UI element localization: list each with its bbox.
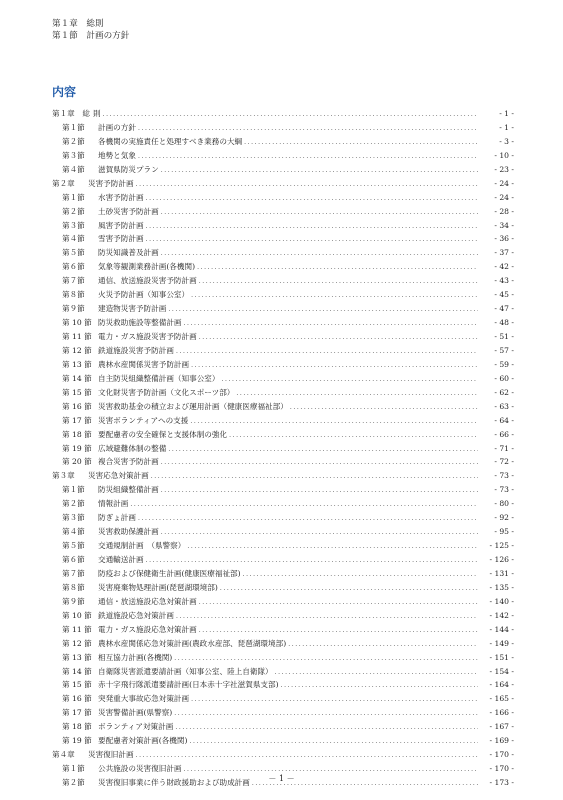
- toc-entry-title: 災害廃棄物処理計画(琵琶湖環境部): [98, 582, 218, 592]
- dot-leader: [149, 470, 478, 484]
- toc-entry-number: 第８節: [62, 290, 85, 300]
- toc-entry-page: - 164 -: [489, 680, 514, 690]
- toc-section-entry[interactable]: [52, 246, 514, 260]
- toc-entry-page: - 140 -: [489, 596, 514, 606]
- toc-section-entry[interactable]: [52, 163, 514, 177]
- dot-leader: [197, 624, 478, 638]
- toc-entry-page: - 28 -: [494, 206, 514, 216]
- toc-entry-number: 第 15 節: [62, 387, 92, 397]
- toc-section-entry[interactable]: [52, 734, 514, 748]
- toc-entry-title: 公共施設の災害復旧計画: [98, 764, 182, 774]
- page-number: － 1 －: [268, 774, 295, 783]
- toc-entry-number: 第 15 節: [62, 680, 92, 690]
- toc-entry-number: 第 11 節: [62, 332, 92, 341]
- dot-leader: [134, 178, 478, 192]
- dot-leader: [174, 345, 478, 359]
- toc-entry-title: 交通輸送計画: [98, 555, 144, 564]
- toc-entry-number: 第 18 節: [62, 429, 92, 439]
- toc-entry-page: - 3 -: [499, 136, 514, 146]
- toc-entry-page: - 48 -: [494, 318, 514, 328]
- dot-leader: [159, 247, 478, 261]
- dot-leader: [273, 666, 478, 680]
- toc-entry-page: - 66 -: [494, 429, 514, 439]
- toc-entry-page: - 165 -: [489, 694, 514, 704]
- toc-section-entry[interactable]: [52, 539, 514, 553]
- toc-entry-title: 電力・ガス施設応急対策計画: [98, 624, 197, 634]
- toc-entry-number: 第７節: [62, 568, 85, 578]
- toc-entry-page: - 144 -: [489, 624, 514, 634]
- toc-entry-page: - 42 -: [494, 262, 514, 272]
- toc-section-entry[interactable]: [52, 330, 514, 344]
- toc-entry-number: 第 16 節: [62, 694, 92, 704]
- toc-entry-number: 第１節: [62, 192, 85, 202]
- toc-entry-number: 第３節: [62, 150, 85, 160]
- toc-entry-title: 通信・放送施設応急対策計画: [98, 596, 197, 606]
- dot-leader: [159, 484, 478, 498]
- toc-entry-page: - 10 -: [494, 150, 514, 160]
- dot-leader: [136, 122, 478, 136]
- toc-entry-number: 第１章 総: [52, 109, 90, 118]
- toc-entry-number: 第４節: [62, 234, 85, 244]
- toc-entry-title: 災害応急対策計画: [88, 471, 149, 481]
- toc-entry-page: - 59 -: [494, 359, 514, 369]
- toc-entry-page: - 125 -: [489, 541, 514, 551]
- toc-entry-number: 第 20 節: [62, 457, 92, 467]
- toc-entry-title: 火災予防計画（知事公室）: [98, 290, 190, 300]
- toc-entry-title: 通信、放送施設災害予防計画: [98, 276, 197, 286]
- toc-entry-title: 防疫および保健衛生計画(健康医療福祉部): [98, 568, 241, 578]
- toc-entry-page: - 45 -: [494, 290, 514, 300]
- toc-entry-page: - 63 -: [494, 401, 514, 411]
- toc-entry-number: 第 11 節: [62, 624, 92, 634]
- toc-entry-number: 第 19 節: [62, 736, 92, 746]
- toc-section-entry[interactable]: [52, 525, 514, 539]
- toc-section-entry[interactable]: [52, 428, 514, 442]
- toc-entry-page: - 149 -: [489, 638, 514, 648]
- toc-entry-page: - 131 -: [489, 568, 514, 578]
- toc-entry-number: 第３節: [62, 220, 85, 230]
- toc-entry-title: 広域避難体制の整備: [98, 443, 167, 453]
- dot-leader: [166, 443, 478, 457]
- toc-section-entry[interactable]: [52, 386, 514, 400]
- toc-entry-page: - 36 -: [494, 234, 514, 244]
- toc-section-entry[interactable]: [52, 567, 514, 581]
- toc-entry-page: - 170 -: [489, 764, 514, 774]
- toc-entry-page: - 62 -: [494, 387, 514, 397]
- toc-entry-number: 第 18 節: [62, 722, 92, 732]
- dot-leader: [101, 108, 478, 122]
- toc-entry-title: 災害予防計画: [88, 178, 134, 188]
- dot-leader: [136, 512, 478, 526]
- toc-entry-number: 第４節: [62, 164, 85, 174]
- toc-chapter-entry[interactable]: [52, 107, 514, 121]
- toc-section-entry[interactable]: [52, 400, 514, 414]
- toc-entry-page: - 154 -: [489, 666, 514, 676]
- toc-entry-page: - 24 -: [494, 192, 514, 202]
- toc-entry-number: 第６節: [62, 555, 85, 564]
- toc-entry-page: - 167 -: [489, 722, 514, 732]
- dot-leader: [174, 610, 478, 624]
- toc-entry-page: - 34 -: [494, 220, 514, 230]
- toc-entry-title: 要配慮者対策計画(各機関): [98, 736, 188, 746]
- toc-entry-number: 第６節: [62, 262, 85, 272]
- toc-section-entry[interactable]: [52, 344, 514, 358]
- toc-entry-page: - 37 -: [494, 248, 514, 258]
- dot-leader: [144, 192, 478, 206]
- toc-section-entry[interactable]: [52, 678, 514, 692]
- toc-entry-title: 災害復旧事業に伴う財政援助および助成計画: [98, 778, 250, 787]
- toc-section-entry[interactable]: [52, 372, 514, 386]
- toc-section-entry[interactable]: [52, 414, 514, 428]
- toc-entry-page: - 71 -: [494, 443, 514, 453]
- toc-entry-number: 第 14 節: [62, 666, 92, 676]
- toc-entry-title: 複合災害予防計画: [98, 457, 159, 467]
- toc-section-entry[interactable]: [52, 219, 514, 233]
- toc-entry-page: - 170 -: [489, 750, 514, 760]
- toc-entry-title: 電力・ガス施設災害予防計画: [98, 332, 197, 341]
- toc-entry-title: 農林水産関係災害予防計画: [98, 359, 190, 369]
- dot-leader: [227, 429, 478, 443]
- toc-entry-title: 農林水産関係応急対策計画(農政水産部、琵琶湖環境部): [98, 638, 287, 648]
- toc-entry-number: 第 10 節: [62, 610, 92, 620]
- toc-entry-title: 鉄道施設災害予防計画: [98, 345, 174, 355]
- table-of-contents: [52, 107, 514, 790]
- toc-section-entry[interactable]: [52, 302, 514, 316]
- toc-entry-number: 第２節: [62, 778, 85, 787]
- dot-leader: [172, 707, 478, 721]
- toc-entry-title: 防災組織整備計画: [98, 485, 159, 495]
- toc-entry-title: 各機関の実施責任と処理すべき業務の大綱: [98, 136, 243, 146]
- dot-leader: [288, 401, 478, 415]
- toc-section-entry[interactable]: [52, 623, 514, 637]
- toc-entry-number: 第３節: [62, 513, 85, 523]
- dot-leader: [195, 261, 478, 275]
- toc-section-entry[interactable]: [52, 205, 514, 219]
- toc-entry-page: - 47 -: [494, 304, 514, 314]
- toc-entry-number: 第２節: [62, 136, 85, 146]
- toc-section-entry[interactable]: [52, 288, 514, 302]
- toc-entry-number: 第 14 節: [62, 373, 92, 383]
- toc-section-entry[interactable]: [52, 511, 514, 525]
- dot-leader: [159, 526, 478, 540]
- toc-entry-number: 第１節: [62, 764, 85, 774]
- dot-leader: [286, 638, 478, 652]
- dot-leader: [242, 136, 478, 150]
- dot-leader: [187, 735, 478, 749]
- toc-section-entry[interactable]: [52, 191, 514, 205]
- toc-entry-page: - 169 -: [489, 736, 514, 746]
- toc-entry-title: 赤十字飛行隊派遣要請計画(日本赤十字社滋賀県支部): [98, 680, 279, 690]
- toc-section-entry[interactable]: [52, 260, 514, 274]
- toc-entry-title: 風害予防計画: [98, 220, 144, 230]
- toc-entry-number: 第 17 節: [62, 415, 92, 425]
- dot-leader: [144, 233, 478, 247]
- toc-entry-title: 雪害予防計画: [98, 234, 144, 244]
- dot-leader: [279, 679, 478, 693]
- toc-section-entry[interactable]: [52, 609, 514, 623]
- toc-entry-title: 鉄道施設応急対策計画: [98, 610, 174, 620]
- toc-entry-page: - 173 -: [489, 778, 514, 787]
- toc-entry-page: - 57 -: [494, 345, 514, 355]
- dot-leader: [189, 359, 478, 373]
- toc-entry-page: - 126 -: [489, 555, 514, 564]
- dot-leader: [241, 568, 478, 582]
- toc-section-entry[interactable]: [52, 483, 514, 497]
- toc-chapter-entry[interactable]: [52, 469, 514, 483]
- toc-entry-title: ボランティア対策計画: [98, 722, 174, 732]
- toc-entry-page: - 73 -: [494, 471, 514, 481]
- toc-entry-title: 災害ボランティアへの支援: [98, 415, 189, 425]
- dot-leader: [182, 317, 478, 331]
- dot-leader: [197, 331, 478, 345]
- dot-leader: [173, 721, 478, 735]
- toc-entry-page: - 43 -: [494, 276, 514, 286]
- dot-leader: [128, 498, 478, 512]
- dot-leader: [166, 303, 478, 317]
- toc-entry-number: 第２章: [52, 178, 75, 188]
- toc-entry-number: 第１節: [62, 122, 85, 132]
- header-section: 第１節 計画の方針: [52, 31, 130, 41]
- toc-entry-page: - 80 -: [494, 499, 514, 509]
- toc-section-entry[interactable]: [52, 232, 514, 246]
- dot-leader: [172, 652, 478, 666]
- toc-section-entry[interactable]: [52, 581, 514, 595]
- dot-leader: [220, 373, 479, 387]
- toc-entry-title: 防災救助施設等整備計画: [98, 318, 182, 328]
- toc-section-entry[interactable]: [52, 274, 514, 288]
- dot-leader: [144, 220, 478, 234]
- dot-leader: [134, 749, 478, 763]
- dot-leader: [159, 206, 478, 220]
- toc-entry-title: 土砂災害予防計画: [98, 206, 159, 216]
- toc-entry-page: - 1 -: [499, 122, 514, 132]
- dot-leader: [188, 415, 478, 429]
- toc-entry-number: 第２節: [62, 206, 85, 216]
- toc-entry-number: 第２節: [62, 499, 85, 509]
- toc-section-entry[interactable]: [52, 651, 514, 665]
- toc-entry-title: 文化財災害予防計画（文化スポーツ部）: [98, 387, 235, 397]
- toc-entry-title: 災害救助基金の積立および運用計画（健康医療福祉部）: [98, 401, 288, 411]
- toc-entry-number: 第 17 節: [62, 708, 92, 718]
- dot-leader: [197, 275, 478, 289]
- running-header: [52, 18, 129, 42]
- toc-section-entry[interactable]: [52, 135, 514, 149]
- toc-entry-title: 地勢と気象: [98, 150, 136, 160]
- toc-entry-number: 第４章: [52, 750, 75, 760]
- toc-entry-title: 交通規制計画 （県警察）: [98, 541, 186, 551]
- toc-entry-page: - 166 -: [489, 708, 514, 718]
- toc-entry-number: 第 13 節: [62, 359, 92, 369]
- toc-entry-title: 突発重大事故応急対策計画: [98, 694, 190, 704]
- dot-leader: [234, 387, 478, 401]
- toc-entry-page: - 142 -: [489, 610, 514, 620]
- toc-entry-page: - 64 -: [494, 415, 514, 425]
- toc-entry-number: 第 12 節: [62, 638, 92, 648]
- toc-entry-title: 則: [92, 109, 101, 118]
- toc-entry-number: 第 10 節: [62, 318, 92, 328]
- toc-section-entry[interactable]: [52, 595, 514, 609]
- toc-section-entry[interactable]: [52, 149, 514, 163]
- toc-section-entry[interactable]: [52, 455, 514, 469]
- dot-leader: [189, 693, 478, 707]
- toc-entry-number: 第９節: [62, 304, 85, 314]
- toc-entry-title: 防災知識普及計画: [98, 248, 159, 258]
- toc-section-entry[interactable]: [52, 121, 514, 135]
- toc-entry-title: 建造物災害予防計画: [98, 304, 167, 314]
- toc-entry-title: 情報計画: [98, 499, 129, 509]
- dot-leader: [218, 582, 478, 596]
- toc-entry-title: 計画の方針: [98, 122, 136, 132]
- toc-section-entry[interactable]: [52, 553, 514, 567]
- toc-entry-page: - 135 -: [489, 582, 514, 592]
- toc-entry-number: 第４節: [62, 527, 85, 537]
- toc-section-entry[interactable]: [52, 706, 514, 720]
- toc-entry-page: - 92 -: [494, 513, 514, 523]
- toc-entry-number: 第３章: [52, 471, 75, 481]
- dot-leader: [136, 150, 478, 164]
- toc-title: 内容: [52, 85, 77, 99]
- toc-entry-page: - 95 -: [494, 527, 514, 537]
- toc-entry-number: 第１節: [62, 485, 85, 495]
- toc-section-entry[interactable]: [52, 358, 514, 372]
- toc-section-entry[interactable]: [52, 497, 514, 511]
- toc-entry-number: 第 12 節: [62, 345, 92, 355]
- toc-section-entry[interactable]: [52, 665, 514, 679]
- toc-entry-title: 防ぎょ計画: [98, 513, 136, 523]
- toc-entry-title: 水害予防計画: [98, 192, 144, 202]
- toc-entry-number: 第９節: [62, 596, 85, 606]
- dot-leader: [159, 164, 478, 178]
- toc-entry-number: 第 19 節: [62, 443, 92, 453]
- toc-entry-page: - 60 -: [494, 373, 514, 383]
- toc-entry-number: 第５節: [62, 541, 85, 551]
- toc-entry-title: 要配慮者の安全確保と支援体制の強化: [98, 429, 228, 439]
- toc-entry-page: - 24 -: [494, 178, 514, 188]
- dot-leader: [159, 456, 478, 470]
- toc-section-entry[interactable]: [52, 692, 514, 706]
- toc-chapter-entry[interactable]: [52, 748, 514, 762]
- toc-entry-page: - 73 -: [494, 485, 514, 495]
- toc-entry-page: - 72 -: [494, 457, 514, 467]
- toc-entry-title: 気象等観測業務計画(各機関): [98, 262, 196, 272]
- toc-entry-page: - 51 -: [494, 332, 514, 341]
- toc-section-entry[interactable]: [52, 442, 514, 456]
- dot-leader: [144, 554, 478, 568]
- toc-entry-number: 第 13 節: [62, 652, 92, 662]
- toc-entry-page: - 151 -: [489, 652, 514, 662]
- header-chapter: 第１章 総則: [52, 19, 104, 29]
- toc-entry-title: 災害警備計画(県警察): [98, 708, 173, 718]
- toc-entry-title: 自主防災組織整備計画（知事公室）: [98, 373, 220, 383]
- dot-leader: [185, 540, 478, 554]
- toc-entry-number: 第５節: [62, 248, 85, 258]
- toc-chapter-entry[interactable]: [52, 177, 514, 191]
- toc-entry-title: 災害復旧計画: [88, 750, 134, 760]
- toc-entry-number: 第８節: [62, 582, 85, 592]
- toc-entry-title: 自衛隊災害派遣要請計画（知事公室、陸上自衛隊）: [98, 666, 273, 676]
- dot-leader: [189, 289, 478, 303]
- toc-entry-title: 災害救助保護計画: [98, 527, 159, 537]
- toc-section-entry[interactable]: [52, 316, 514, 330]
- toc-entry-number: 第７節: [62, 276, 85, 286]
- dot-leader: [197, 596, 478, 610]
- toc-entry-page: - 23 -: [494, 164, 514, 174]
- toc-entry-page: - 1 -: [499, 109, 514, 118]
- toc-section-entry[interactable]: [52, 720, 514, 734]
- toc-section-entry[interactable]: [52, 637, 514, 651]
- toc-entry-title: 滋賀県防災プラン: [98, 164, 159, 174]
- toc-entry-number: 第 16 節: [62, 401, 92, 411]
- toc-entry-title: 相互協力計画(各機関): [98, 652, 173, 662]
